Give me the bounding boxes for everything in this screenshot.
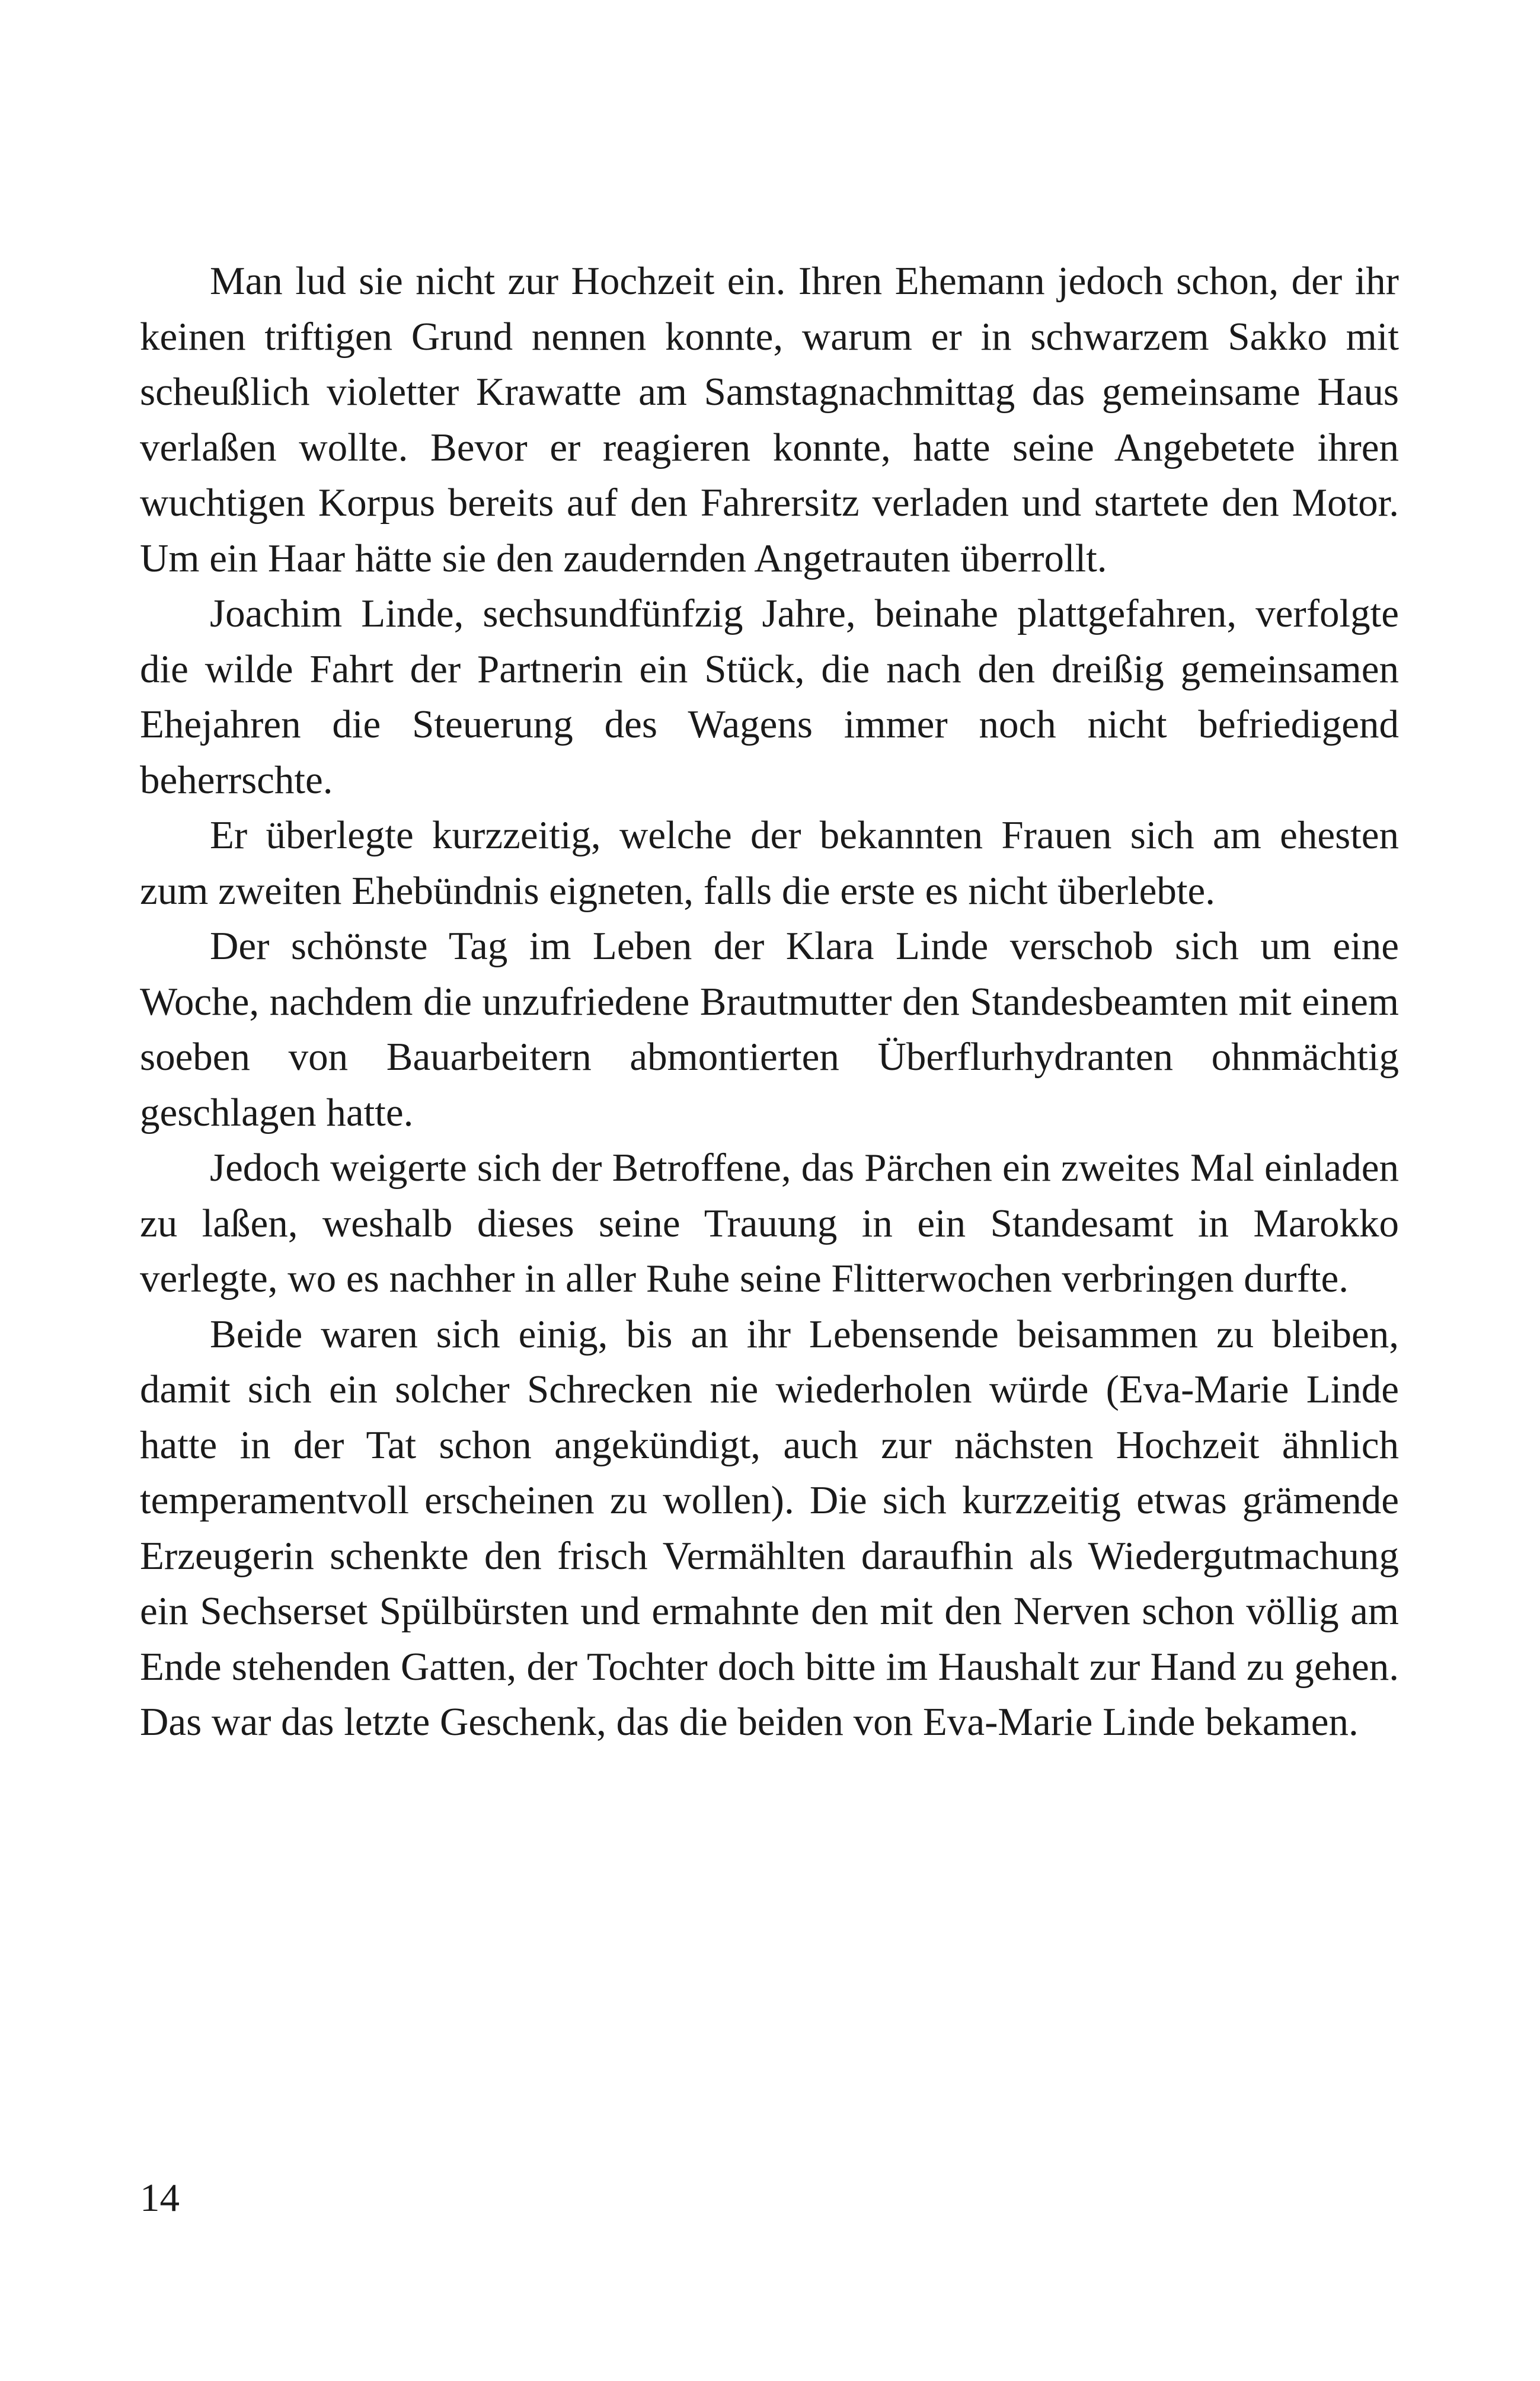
- page-body: [140, 254, 1399, 1750]
- paragraph-5: Jedoch weigerte sich der Betroffene, das Pärchen ein zweites Mal einladen zu laßen, weshalb dieses seine Trauung in ein Standesamt in Marokko verlegte, wo es nachher in aller Ruhe seine Flitterwochen verbringen durfte.: [140, 1146, 1399, 1300]
- paragraph-2: Joachim Linde, sechsundfünfzig Jahre, beinahe plattgefahren, verfolgte die wilde Fahrt der Partnerin ein Stück, die nach den dreißig gemeinsamen Ehejahren die Steuerung des Wagens immer noch nicht befriedigend beherrschte.: [140, 592, 1399, 802]
- page-number: 14: [140, 2176, 180, 2220]
- paragraph-4: Der schönste Tag im Leben der Klara Linde verschob sich um eine Woche, nachdem die unzufriedene Brautmutter den Standesbeamten mit einem soeben von Bauarbeitern abmontierten Überflurhydranten ohnmächtig geschlagen hatte.: [140, 924, 1399, 1134]
- paragraph-6: Beide waren sich einig, bis an ihr Lebensende beisammen zu bleiben, damit sich ein solcher Schrecken nie wiederholen würde (Eva-Marie Linde hatte in der Tat schon angekündigt, auch zur nächsten Hochzeit ähnlich temperamentvoll erscheinen zu wollen). Die sich kurzzeitig etwas grämende Erzeugerin schenkte den frisch Vermählten daraufhin als Wiedergutmachung ein Sechserset Spülbürsten und ermahnte den mit den Nerven schon völlig am Ende stehenden Gatten, der Tochter doch bitte im Haushalt zur Hand zu gehen. Das war das letzte Geschenk, das die beiden von Eva-Marie Linde bekamen.: [140, 1312, 1399, 1744]
- paragraph-1: Man lud sie nicht zur Hochzeit ein. Ihren Ehemann jedoch schon, der ihr keinen triftigen Grund nennen konnte, warum er in schwarzem Sakko mit scheußlich violetter Krawatte am Samstagnachmittag das gemeinsame Haus verlaßen wollte. Bevor er reagieren konnte, hatte seine Angebetete ihren wuchtigen Korpus bereits auf den Fahrersitz verladen und startete den Motor. Um ein Haar hätte sie den zaudernden Angetrauten überrollt.: [140, 259, 1399, 580]
- paragraph-3: Er überlegte kurzzeitig, welche der bekannten Frauen sich am ehesten zum zweiten Ehebündnis eigneten, falls die erste es nicht überlebte.: [140, 813, 1399, 913]
